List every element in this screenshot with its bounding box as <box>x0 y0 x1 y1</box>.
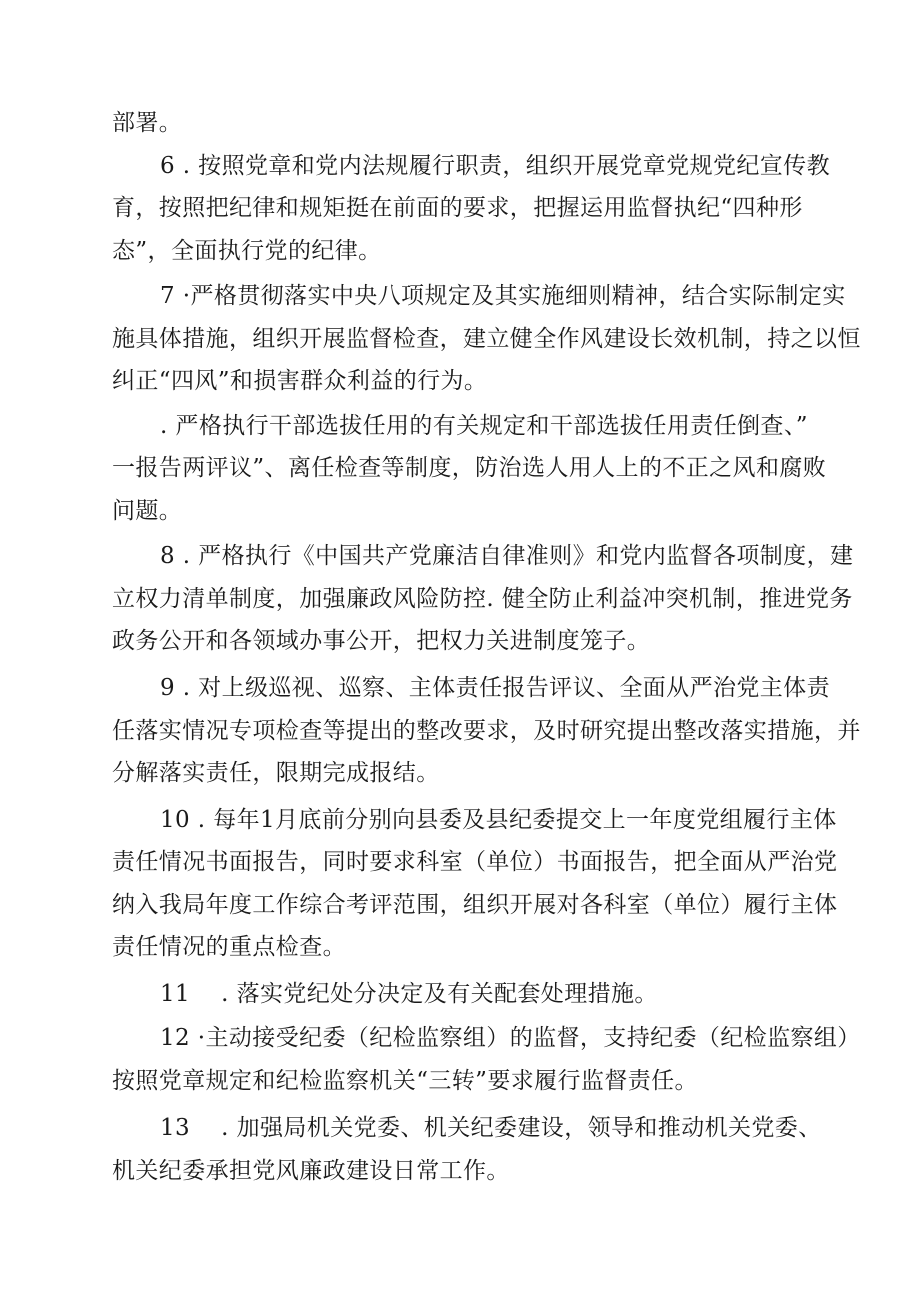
item-7-line-1: 7 ·严格贯彻落实中央八项规定及其实施细则精神，结合实际制定实 <box>160 283 846 309</box>
item-6-line-3: 态”，全面执行党的纪律。 <box>112 238 382 264</box>
item-8-line-3: 政务公开和各领域办事公开，把权力关进制度笼子。 <box>112 628 651 654</box>
unnumbered-item-line-3: 问题。 <box>112 498 183 524</box>
item-7-line-3: 纠正“四风”和损害群众利益的行为。 <box>112 368 488 394</box>
unnumbered-item-line-1: . 严格执行干部选拔任用的有关规定和干部选拔任用责任倒查、” <box>160 413 808 439</box>
item-12-line-1: 12 ·主动接受纪委（纪检监察组）的监督，支持纪委（纪检监察组） <box>160 1025 861 1051</box>
item-10-line-3: 纳入我局年度工作综合考评范围，组织开展对各科室（单位）履行主体 <box>112 892 838 918</box>
item-11-line-1: 11 . 落实党纪处分决定及有关配套处理措施。 <box>160 981 658 1007</box>
item-7-line-2: 施具体措施，组织开展监督检查，建立健全作风建设长效机制，持之以恒 <box>112 326 861 352</box>
item-8-line-1: 8 . 严格执行《中国共产党廉洁自律准则》和党内监督各项制度，建 <box>160 543 854 569</box>
item-13-line-2: 机关纪委承担党风廉政建设日常工作。 <box>112 1158 510 1184</box>
item-8-line-2: 立权力清单制度，加强廉政风险防控. 健全防止利益冲突机制，推进党务 <box>112 586 853 612</box>
item-12-line-2: 按照党章规定和纪检监察机关“三转”要求履行监督责任。 <box>112 1068 698 1094</box>
item-6-line-1: 6 . 按照党章和党内法规履行职责，组织开展党章党规党纪宣传教 <box>160 153 830 179</box>
item-6-line-2: 育，按照把纪律和规矩挺在前面的要求，把握运用监督执纪“四种形 <box>112 195 803 221</box>
item-10-line-1: 10 . 每年1月底前分别向县委及县纪委提交上一年度党组履行主体 <box>160 807 837 833</box>
item-9-line-3: 分解落实责任，限期完成报结。 <box>112 760 440 786</box>
text-line-1: 部署。 <box>112 110 183 136</box>
item-13-line-1: 13 . 加强局机关党委、机关纪委建设，领导和推动机关党委、 <box>160 1115 822 1141</box>
unnumbered-item-line-2: 一报告两评议”、离任检查等制度，防治选人用人上的不正之风和腐败 <box>112 455 827 481</box>
item-9-line-1: 9 . 对上级巡视、巡察、主体责任报告评议、全面从严治党主体责 <box>160 675 830 701</box>
item-9-line-2: 任落实情况专项检查等提出的整改要求，及时研究提出整改落实措施，并 <box>112 718 861 744</box>
item-10-line-2: 责任情况书面报告，同时要求科室（单位）书面报告，把全面从严治党 <box>112 849 838 875</box>
item-10-line-4: 责任情况的重点检查。 <box>112 934 346 960</box>
